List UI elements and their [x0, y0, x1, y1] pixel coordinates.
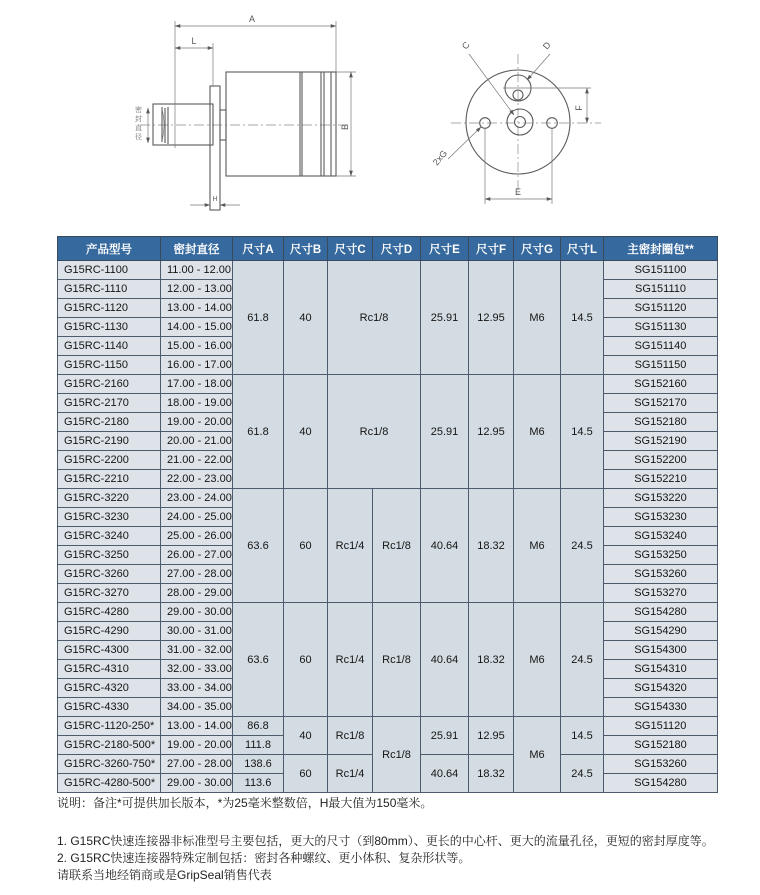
cell-diameter: 20.00 - 21.00 [161, 432, 233, 451]
table-row [58, 261, 718, 280]
cell-dim-a: 86.8 [233, 717, 284, 736]
cell-diameter: 18.00 - 19.00 [161, 394, 233, 413]
cell-diameter: 27.00 - 28.00 [161, 755, 233, 774]
cell-dim-cd: Rc1/8 [328, 375, 421, 489]
cell-diameter: 13.00 - 14.00 [161, 717, 233, 736]
cell-model: G15RC-2170 [58, 394, 161, 413]
cell-model: G15RC-4330 [58, 698, 161, 717]
cell-package: SG154330 [604, 698, 718, 717]
cell-dim-d: Rc1/8 [373, 489, 421, 603]
column-header: 尺寸E [421, 237, 469, 261]
table-row [58, 717, 718, 736]
cell-dim-f: 12.95 [469, 261, 514, 375]
cell-model: G15RC-4280 [58, 603, 161, 622]
dim-label-h: H [212, 196, 218, 203]
cell-dim-a: 63.6 [233, 603, 284, 717]
cell-dim-b: 60 [284, 603, 328, 717]
cell-dim-a: 111.8 [233, 736, 284, 755]
seal-diameter-label: 密封直径 [135, 107, 142, 141]
cell-package: SG154290 [604, 622, 718, 641]
cell-diameter: 32.00 - 33.00 [161, 660, 233, 679]
column-header: 尺寸G [514, 237, 561, 261]
note-line: 2. G15RC快速连接器特殊定制包括：密封各种螺纹、更小体积、复杂形状等。 [57, 851, 471, 865]
cell-package: SG151120 [604, 299, 718, 318]
cell-model: G15RC-1110 [58, 280, 161, 299]
cell-dim-b: 40 [284, 375, 328, 489]
cell-model: G15RC-2200 [58, 451, 161, 470]
cell-package: SG153250 [604, 546, 718, 565]
cell-diameter: 24.00 - 25.00 [161, 508, 233, 527]
cell-dim-b: 40 [284, 261, 328, 375]
cell-package: SG153260 [604, 565, 718, 584]
cell-package: SG152180 [604, 736, 718, 755]
cell-dim-e: 25.91 [421, 375, 469, 489]
cell-model: G15RC-2160 [58, 375, 161, 394]
cell-package: SG153270 [604, 584, 718, 603]
cell-diameter: 30.00 - 31.00 [161, 622, 233, 641]
cell-dim-f: 18.32 [469, 755, 514, 793]
cell-package: SG152180 [604, 413, 718, 432]
cell-diameter: 21.00 - 22.00 [161, 451, 233, 470]
cell-model: G15RC-4290 [58, 622, 161, 641]
cell-dim-g: M6 [514, 603, 561, 717]
column-header: 产品型号 [58, 237, 161, 261]
cell-dim-e: 25.91 [421, 717, 469, 755]
cell-dim-c: Rc1/4 [328, 755, 373, 793]
table-row [58, 375, 718, 394]
dim-label-c: C [459, 39, 472, 52]
cell-diameter: 13.00 - 14.00 [161, 299, 233, 318]
cell-dim-c: Rc1/4 [328, 603, 373, 717]
cell-dim-g: M6 [514, 375, 561, 489]
column-header: 尺寸C [328, 237, 373, 261]
cell-model: G15RC-4310 [58, 660, 161, 679]
cell-diameter: 11.00 - 12.00 [161, 261, 233, 280]
cell-model: G15RC-3270 [58, 584, 161, 603]
cell-model: G15RC-3220 [58, 489, 161, 508]
cell-dim-l: 14.5 [561, 375, 604, 489]
cell-package: SG153220 [604, 489, 718, 508]
cell-model: G15RC-3260 [58, 565, 161, 584]
cell-dim-f: 12.95 [469, 717, 514, 755]
cell-dim-g: M6 [514, 261, 561, 375]
dim-label-g: 2xG [430, 148, 450, 168]
cell-package: SG153240 [604, 527, 718, 546]
cell-dim-d: Rc1/8 [373, 717, 421, 793]
side-view-drawing [118, 8, 370, 220]
cell-model: G15RC-2210 [58, 470, 161, 489]
cell-dim-b: 60 [284, 489, 328, 603]
cell-package: SG151100 [604, 261, 718, 280]
cell-model: G15RC-4300 [58, 641, 161, 660]
cell-diameter: 12.00 - 13.00 [161, 280, 233, 299]
cell-dim-g: M6 [514, 717, 561, 793]
cell-model: G15RC-1120 [58, 299, 161, 318]
dim-label-b: B [340, 123, 350, 131]
cell-dim-c: Rc1/8 [328, 717, 373, 755]
cell-package: SG151140 [604, 337, 718, 356]
cell-model: G15RC-3240 [58, 527, 161, 546]
cell-diameter: 28.00 - 29.00 [161, 584, 233, 603]
leader-g [448, 127, 481, 159]
note-line: 请联系当地经销商或是GripSeal销售代表 [57, 868, 272, 882]
cell-dim-a: 63.6 [233, 489, 284, 603]
cell-diameter: 29.00 - 30.00 [161, 774, 233, 793]
cell-diameter: 34.00 - 35.00 [161, 698, 233, 717]
cell-diameter: 29.00 - 30.00 [161, 603, 233, 622]
column-header: 尺寸D [373, 237, 421, 261]
cell-package: SG154280 [604, 603, 718, 622]
cell-model: G15RC-3230 [58, 508, 161, 527]
cell-diameter: 25.00 - 26.00 [161, 527, 233, 546]
cell-dim-e: 25.91 [421, 261, 469, 375]
spec-table [57, 236, 718, 793]
cell-model: G15RC-1140 [58, 337, 161, 356]
cell-diameter: 17.00 - 18.00 [161, 375, 233, 394]
cell-dim-e: 40.64 [421, 603, 469, 717]
cell-dim-l: 14.5 [561, 261, 604, 375]
cell-package: SG151150 [604, 356, 718, 375]
cell-diameter: 19.00 - 20.00 [161, 736, 233, 755]
center-hole-inner [515, 117, 526, 128]
cell-dim-c: Rc1/4 [328, 489, 373, 603]
cell-package: SG154300 [604, 641, 718, 660]
leader-c [469, 54, 514, 115]
cell-dim-f: 18.32 [469, 489, 514, 603]
cell-model: G15RC-2190 [58, 432, 161, 451]
cell-dim-l: 24.5 [561, 603, 604, 717]
cell-diameter: 15.00 - 16.00 [161, 337, 233, 356]
cell-package: SG154310 [604, 660, 718, 679]
cell-package: SG154280 [604, 774, 718, 793]
body-outline [226, 72, 336, 176]
column-header: 密封直径 [161, 237, 233, 261]
dim-label-a: A [248, 14, 256, 24]
center-hole [507, 109, 533, 135]
cell-model: G15RC-1120-250* [58, 717, 161, 736]
column-header: 尺寸A [233, 237, 284, 261]
cell-dim-a: 113.6 [233, 774, 284, 793]
cell-package: SG151110 [604, 280, 718, 299]
note-line: 说明：备注*可提供加长版本，*为25毫米整数倍，H最大值为150毫米。 [57, 796, 433, 810]
cell-diameter: 31.00 - 32.00 [161, 641, 233, 660]
cell-package: SG153230 [604, 508, 718, 527]
column-header: 尺寸B [284, 237, 328, 261]
table-row [58, 489, 718, 508]
cell-dim-g: M6 [514, 489, 561, 603]
cell-dim-d: Rc1/8 [373, 603, 421, 717]
dim-label-f: F [574, 105, 584, 111]
cell-dim-l: 14.5 [561, 717, 604, 755]
cell-dim-cd: Rc1/8 [328, 261, 421, 375]
cell-dim-b: 40 [284, 717, 328, 755]
cell-dim-f: 18.32 [469, 603, 514, 717]
cell-dim-a: 61.8 [233, 261, 284, 375]
cell-diameter: 33.00 - 34.00 [161, 679, 233, 698]
cell-package: SG152200 [604, 451, 718, 470]
cell-dim-a: 138.6 [233, 755, 284, 774]
column-header: 尺寸L [561, 237, 604, 261]
leader-d [527, 54, 550, 80]
cell-package: SG151130 [604, 318, 718, 337]
cell-diameter: 14.00 - 15.00 [161, 318, 233, 337]
cell-dim-e: 40.64 [421, 755, 469, 793]
cell-diameter: 22.00 - 23.00 [161, 470, 233, 489]
cell-model: G15RC-1130 [58, 318, 161, 337]
cell-model: G15RC-2180 [58, 413, 161, 432]
cell-dim-a: 61.8 [233, 375, 284, 489]
cell-dim-e: 40.64 [421, 489, 469, 603]
cell-diameter: 23.00 - 24.00 [161, 489, 233, 508]
cell-model: G15RC-2180-500* [58, 736, 161, 755]
cell-package: SG152190 [604, 432, 718, 451]
dim-label-l: L [191, 36, 197, 46]
table-row [58, 603, 718, 622]
cell-model: G15RC-4320 [58, 679, 161, 698]
cell-package: SG153260 [604, 755, 718, 774]
cell-package: SG152160 [604, 375, 718, 394]
cell-model: G15RC-1100 [58, 261, 161, 280]
cell-package: SG151120 [604, 717, 718, 736]
cell-dim-b: 60 [284, 755, 328, 793]
cell-diameter: 26.00 - 27.00 [161, 546, 233, 565]
cell-package: SG152170 [604, 394, 718, 413]
column-header: 尺寸F [469, 237, 514, 261]
note-line: 1. G15RC快速连接器非标准型号主要包括，更大的尺寸（到80mm）、更长的中心杆、更大的流量孔径，更短的密封厚度等。 [57, 834, 714, 848]
cell-model: G15RC-4280-500* [58, 774, 161, 793]
cell-diameter: 27.00 - 28.00 [161, 565, 233, 584]
cell-dim-l: 24.5 [561, 755, 604, 793]
cell-dim-l: 24.5 [561, 489, 604, 603]
cell-model: G15RC-3260-750* [58, 755, 161, 774]
cell-diameter: 19.00 - 20.00 [161, 413, 233, 432]
cell-package: SG152210 [604, 470, 718, 489]
dim-label-e: E [514, 187, 522, 197]
flange-plate [210, 86, 220, 210]
cell-dim-f: 12.95 [469, 375, 514, 489]
end-view-drawing [423, 16, 660, 218]
table-header-row [58, 237, 718, 261]
column-header: 主密封圈包** [604, 237, 718, 261]
notes [57, 794, 737, 884]
dim-label-d: D [540, 39, 553, 52]
cell-model: G15RC-3250 [58, 546, 161, 565]
cell-diameter: 16.00 - 17.00 [161, 356, 233, 375]
cell-package: SG154320 [604, 679, 718, 698]
cell-model: G15RC-1150 [58, 356, 161, 375]
